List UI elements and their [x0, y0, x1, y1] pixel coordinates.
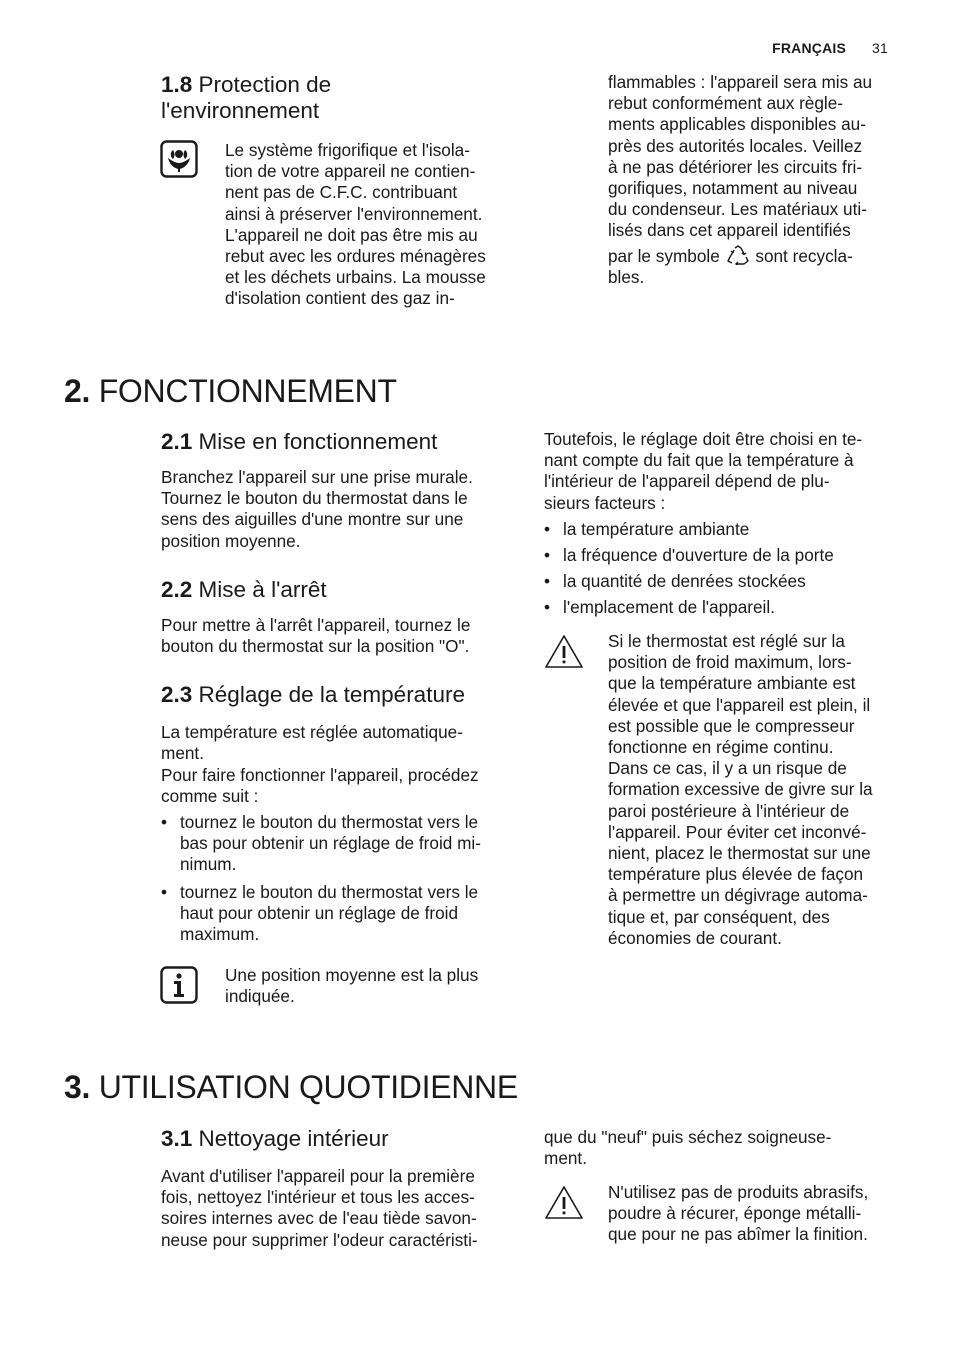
section-2-2-text: Pour mettre à l'arrêt l'appareil, tournez le bouton du thermostat sur la position "O".	[161, 614, 471, 657]
chapter-2-right-intro: Toutefois, le réglage doit être choisi en te- nant compte du fait que la température à l'intérieur de l'appareil dépend de plu- sieurs facteurs : • la température ambiante • la fréquence d'ouverture de la porte • la quantité de denrées stockées • l'emplacement de l'appareil.	[544, 429, 904, 619]
list-item: • l'emplacement de l'appareil.	[544, 597, 904, 618]
text-line: flammables : l'appareil sera mis au	[608, 72, 873, 92]
warning-text: Si le thermostat est réglé sur la position de froid maximum, lors- que la température ambiante est élevée et que l'appareil est plein, il est possible que le compresseur fonctionne en régime continu. Dans ce cas, il y a un risque de formation excessive de givre sur la paroi postérieure à l'intérieur de l'appareil. Pour éviter cet inconvé- nient, placez le thermostat sur une température plus élevée de façon à permettre un dégivrage automa- tique et, par conséquent, des économies de courant.	[608, 631, 873, 948]
chapter-3-left-column	[161, 1126, 521, 1251]
chapter-3-right-text: que du "neuf" puis séchez soigneuse- ment.	[544, 1127, 832, 1169]
warning-icon	[544, 634, 584, 670]
text-line: près des autorités locales. Veillez	[608, 135, 863, 156]
list-item: • la quantité de denrées stockées	[544, 571, 904, 592]
section-2-1-text: Branchez l'appareil sur une prise murale. Tournez le bouton du thermostat dans le sens des aiguilles d'une montre sur une position moyenne.	[161, 467, 473, 551]
info-icon	[160, 966, 198, 1004]
section-2-3-heading: 2.3 Réglage de la température	[161, 682, 465, 708]
text-line: lisés dans cet appareil identifiés	[608, 220, 851, 241]
list-item: • tournez le bouton du thermostat vers le bas pour obtenir un réglage de froid mi- nimum.	[161, 812, 521, 876]
text-line: rebut conformément aux règle-	[608, 93, 844, 114]
page-number: 31	[872, 40, 888, 56]
text-line-with-symbol: par le symbole sont recycla-	[608, 245, 853, 266]
warning-text-2: N'utilisez pas de produits abrasifs, poudre à récurer, éponge métalli- que pour ne pas abîmer la finition.	[608, 1182, 869, 1245]
text-line: ments applicables disponibles au-	[608, 114, 866, 135]
text-line: L'appareil ne doit pas être mis au	[225, 224, 478, 245]
header-language: FRANÇAIS	[772, 40, 847, 56]
section-1-8-right-text	[608, 72, 908, 288]
chapter-3-heading: 3. UTILISATION QUOTIDIENNE	[64, 1069, 518, 1105]
section-number: 1.8	[161, 72, 193, 97]
text-line: ainsi à préserver l'environnement.	[225, 203, 483, 224]
section-3-1-text: Avant d'utiliser l'appareil pour la première fois, nettoyez l'intérieur et tous les acces- soires internes avec de l'eau tiède savon- neuse pour supprimer l'odeur caractéristi-	[161, 1166, 478, 1250]
text-line: bles.	[608, 266, 645, 287]
section-2-3-bullets	[161, 812, 521, 945]
text-line: du condenseur. Les matériaux uti-	[608, 199, 867, 220]
list-item: • la fréquence d'ouverture de la porte	[544, 545, 904, 566]
chapter-2-left-column	[161, 429, 521, 945]
chapter-2-heading: 2. FONCTIONNEMENT	[64, 373, 397, 409]
recycle-icon	[727, 245, 749, 265]
section-3-1-heading: 3.1 Nettoyage intérieur	[161, 1126, 389, 1151]
section-title-line1: Protection de	[198, 72, 332, 97]
section-title-line2: l'environnement	[161, 98, 320, 123]
text-line: et les déchets urbains. La mousse	[225, 267, 486, 288]
environment-icon	[160, 140, 198, 178]
list-item: • la température ambiante	[544, 519, 904, 540]
text-line: Le système frigorifique et l'isola-	[225, 140, 470, 160]
text-line: gorifiques, notamment au niveau	[608, 178, 858, 199]
section-2-2-heading: 2.2 Mise à l'arrêt	[161, 576, 327, 602]
list-item: • tournez le bouton du thermostat vers le haut pour obtenir un réglage de froid maximum.	[161, 882, 521, 946]
factors-list	[544, 519, 904, 619]
text-line: d'isolation contient des gaz in-	[225, 288, 455, 309]
text-line: rebut avec les ordures ménagères	[225, 246, 486, 267]
info-note-text: Une position moyenne est la plus indiquée.	[225, 965, 479, 1007]
section-2-3-intro: La température est réglée automatique- ment. Pour faire fonctionner l'appareil, procédez comme suit :	[161, 722, 479, 806]
warning-icon	[544, 1185, 584, 1221]
section-2-1-heading: 2.1 Mise en fonctionnement	[161, 429, 438, 454]
text-line: tion de votre appareil ne contien-	[225, 161, 476, 182]
section-1-8-left-text	[225, 140, 525, 310]
section-1-8-heading	[161, 72, 521, 124]
text-line: à ne pas détériorer les circuits fri-	[608, 156, 863, 177]
text-line: nent pas de C.F.C. contribuant	[225, 182, 458, 203]
page-header	[772, 40, 888, 56]
